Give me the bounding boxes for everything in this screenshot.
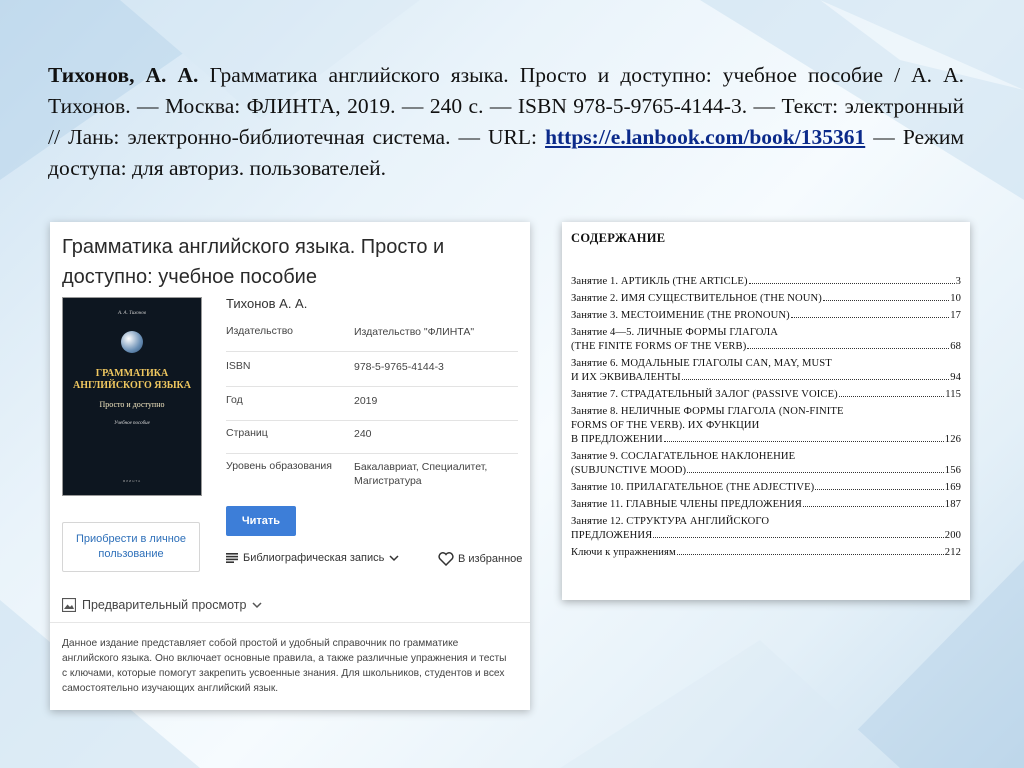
- toc-item[interactable]: [571, 275, 961, 289]
- book-card: [50, 222, 530, 710]
- book-cover[interactable]: [62, 297, 202, 496]
- toc-leader-dots: [823, 300, 949, 301]
- list-icon: [226, 553, 238, 563]
- toc-leader-dots: [687, 472, 944, 473]
- citation-author: Тихонов, А. А.: [48, 63, 199, 87]
- toc-page-number: 94: [950, 372, 961, 383]
- toc-page-number: 200: [944, 530, 961, 541]
- meta-row-pages: [226, 427, 518, 454]
- chevron-down-icon: [252, 602, 262, 609]
- toc-leader-dots: [815, 489, 944, 490]
- toc-item[interactable]: [571, 309, 961, 323]
- toc-list: [571, 275, 961, 563]
- meta-key: Год: [226, 394, 243, 406]
- toc-item-line: FORMS OF THE VERB). ИХ ФУНКЦИИ: [571, 420, 760, 431]
- toc-item-row: [571, 546, 961, 560]
- meta-value: 2019: [354, 395, 378, 407]
- toc-leader-dots: [749, 283, 955, 284]
- citation-text: Грамматика английского языка. Просто и доступно: учебное пособие / А. А. Тихонов. — Москва: ФЛИНТА, 2019. — 240 с. — ISBN 978-5-9765-4144-3. — Текст: электронный // Лань: электронно-библиотечная система. — URL:: [48, 63, 964, 149]
- toc-item-title: Занятие 3. МЕСТОИМЕНИЕ (THE PRONOUN): [571, 310, 790, 321]
- toc-item-line: Занятие 12. СТРУКТУРА АНГЛИЙСКОГО: [571, 516, 770, 527]
- toc-item[interactable]: [571, 405, 961, 447]
- globe-icon: [121, 331, 143, 353]
- bibliographic-record-toggle[interactable]: [226, 552, 399, 564]
- toc-leader-dots: [747, 348, 949, 349]
- toc-item-row: [571, 481, 961, 495]
- toc-item-line: Занятие 4—5. ЛИЧНЫЕ ФОРМЫ ГЛАГОЛА: [571, 327, 779, 338]
- toc-page-number: 212: [944, 547, 961, 558]
- meta-row-education-level: [226, 460, 518, 494]
- read-button[interactable]: Читать: [226, 506, 296, 536]
- buy-button[interactable]: Приобрести в личное пользование: [62, 522, 200, 572]
- meta-key: Уровень образования: [226, 460, 332, 472]
- meta-key: ISBN: [226, 360, 251, 372]
- heart-icon: [438, 552, 454, 566]
- cover-publisher: ФЛИНТА: [122, 479, 142, 483]
- image-icon: [62, 598, 76, 612]
- toc-item[interactable]: [571, 498, 961, 512]
- meta-row-publisher: [226, 325, 518, 352]
- toc-item-title: ПРЕДЛОЖЕНИЯ: [571, 530, 653, 541]
- toc-item[interactable]: [571, 357, 961, 385]
- toc-item-title: В ПРЕДЛОЖЕНИИ: [571, 434, 663, 445]
- toc-page-number: 126: [944, 434, 961, 445]
- toc-page-number: 156: [944, 465, 961, 476]
- toc-item-row: [571, 371, 961, 385]
- toc-leader-dots: [839, 396, 944, 397]
- toc-item-row: [571, 529, 961, 543]
- divider: [50, 622, 530, 623]
- toc-page-number: 10: [950, 293, 961, 304]
- toc-item-title: Занятие 2. ИМЯ СУЩЕСТВИТЕЛЬНОЕ (THE NOUN): [571, 293, 822, 304]
- toc-item-title: Ключи к упражнениям: [571, 547, 676, 558]
- toc-item-title: Занятие 10. ПРИЛАГАТЕЛЬНОЕ (THE ADJECTIVE): [571, 482, 815, 493]
- preview-toggle[interactable]: [62, 598, 262, 612]
- toc-item-title: (SUBJUNCTIVE MOOD): [571, 465, 687, 476]
- toc-item-line: Занятие 6. МОДАЛЬНЫЕ ГЛАГОЛЫ CAN, MAY, MUST: [571, 358, 832, 369]
- toc-leader-dots: [791, 317, 949, 318]
- toc-leader-dots: [664, 441, 944, 442]
- cover-type: Учебное пособие: [114, 421, 150, 426]
- table-of-contents: [562, 222, 970, 600]
- toc-leader-dots: [803, 506, 944, 507]
- toc-item[interactable]: [571, 546, 961, 560]
- bibliographic-citation: [48, 60, 964, 184]
- book-description: Данное издание представляет собой простой и удобный справочник по грамматике английского языка. Оно включает основные правила, а также различные упражнения и тесты с ключами, которые помогут закрепить усвоенные знания. Для школьников, студентов и всех самостоятельно изучающих английский язык.: [62, 638, 507, 694]
- toc-page-number: 17: [950, 310, 961, 321]
- toc-item[interactable]: [571, 326, 961, 354]
- toc-item-row: [571, 464, 961, 478]
- toc-page-number: 169: [944, 482, 961, 493]
- toc-item-row: [571, 275, 961, 289]
- meta-value: Издательство "ФЛИНТА": [354, 326, 475, 338]
- cover-subtitle: Просто и доступно: [99, 400, 165, 409]
- toc-page-number: 187: [944, 499, 961, 510]
- meta-value: 240: [354, 428, 372, 440]
- bibliographic-record-label: Библиографическая запись: [243, 552, 385, 564]
- favorites-button[interactable]: [438, 552, 522, 566]
- citation-access-note: — Режим доступа: для авториз. пользователей.: [48, 125, 965, 180]
- toc-page-number: 68: [950, 341, 961, 352]
- meta-row-isbn: [226, 360, 518, 387]
- toc-page-number: 3: [955, 276, 961, 287]
- cover-author: А. А. Тихонов: [117, 311, 146, 316]
- toc-item[interactable]: [571, 450, 961, 478]
- meta-row-year: [226, 394, 518, 421]
- toc-item[interactable]: [571, 292, 961, 306]
- toc-leader-dots: [682, 379, 950, 380]
- toc-item-title: Занятие 1. АРТИКЛЬ (THE ARTICLE): [571, 276, 748, 287]
- meta-value: 978-5-9765-4144-3: [354, 361, 444, 373]
- favorites-label: В избранное: [458, 553, 523, 565]
- meta-key: Издательство: [226, 325, 294, 337]
- citation-url-link[interactable]: https://e.lanbook.com/book/135361: [545, 125, 866, 149]
- toc-item-title: Занятие 7. СТРАДАТЕЛЬНЫЙ ЗАЛОГ (PASSIVE VOICE): [571, 389, 838, 400]
- toc-item-title: (THE FINITE FORMS OF THE VERB): [571, 341, 747, 352]
- toc-leader-dots: [653, 537, 944, 538]
- toc-item-row: [571, 309, 961, 323]
- toc-item[interactable]: [571, 481, 961, 495]
- toc-item-row: [571, 433, 961, 447]
- toc-item-row: [571, 292, 961, 306]
- toc-item-row: [571, 388, 961, 402]
- toc-leader-dots: [677, 554, 944, 555]
- toc-title: СОДЕРЖАНИЕ: [571, 231, 666, 245]
- toc-item-title: Занятие 11. ГЛАВНЫЕ ЧЛЕНЫ ПРЕДЛОЖЕНИЯ: [571, 499, 802, 510]
- book-title: Грамматика английского языка. Просто и доступно: учебное пособие: [62, 236, 445, 288]
- toc-item-title: И ИХ ЭКВИВАЛЕНТЫ: [571, 372, 681, 383]
- toc-item-line: Занятие 8. НЕЛИЧНЫЕ ФОРМЫ ГЛАГОЛА (NON-FINITE: [571, 406, 844, 417]
- chevron-down-icon: [389, 555, 399, 562]
- toc-item-row: [571, 498, 961, 512]
- meta-key: Страниц: [226, 427, 268, 439]
- toc-item-row: [571, 340, 961, 354]
- toc-item[interactable]: [571, 388, 961, 402]
- cover-title: ГРАММАТИКА АНГЛИЙСКОГО ЯЗЫКА: [72, 368, 192, 391]
- toc-page-number: 115: [945, 389, 961, 400]
- book-author: Тихонов А. А.: [226, 296, 308, 311]
- meta-value: Бакалавриат, Специалитет, Магистратура: [354, 461, 488, 487]
- toc-item[interactable]: [571, 515, 961, 543]
- toc-item-line: Занятие 9. СОСЛАГАТЕЛЬНОЕ НАКЛОНЕНИЕ: [571, 451, 796, 462]
- preview-label: Предварительный просмотр: [82, 598, 247, 612]
